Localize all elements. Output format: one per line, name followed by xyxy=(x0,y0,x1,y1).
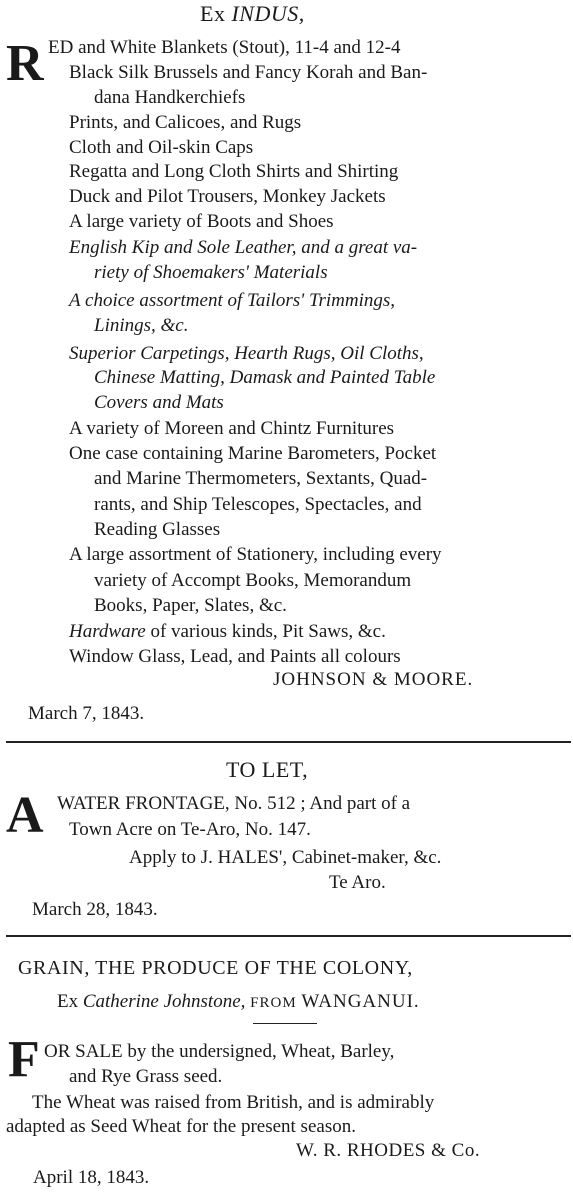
ad1-line-5: Cloth and Oil-skin Caps xyxy=(69,137,254,158)
ad3-line-2: and Rye Grass seed. xyxy=(69,1066,223,1087)
ad1-line-17: One case containing Marine Barometers, Pocket xyxy=(69,443,437,464)
ad1-line-16: A variety of Moreen and Chintz Furnitures xyxy=(69,418,395,439)
ad1-line-9: English Kip and Sole Leather, and a great va- xyxy=(69,237,418,258)
ad2-line-2: Town Acre on Te-Aro, No. 147. xyxy=(69,819,311,840)
ad1-line-11: A choice assortment of Tailors' Trimmings, xyxy=(69,290,396,311)
ad1-line-10: riety of Shoemakers' Materials xyxy=(94,262,328,283)
ad1-hardware-line: Hardware of various kinds, Pit Saws, &c. xyxy=(69,621,386,642)
ad1-date: March 7, 1843. xyxy=(28,703,145,724)
ad1-line-4: Prints, and Calicoes, and Rugs xyxy=(69,112,302,133)
ad1-line-6: Regatta and Long Cloth Shirts and Shirting xyxy=(69,161,399,182)
ad3-line-4: adapted as Seed Wheat for the present season. xyxy=(6,1116,356,1137)
ad3-signature: W. R. RHODES & Co. xyxy=(296,1140,481,1161)
divider-2 xyxy=(6,935,571,937)
ad1-line-23: Books, Paper, Slates, &c. xyxy=(94,595,287,616)
ad3-line-3: The Wheat was raised from British, and is admirably xyxy=(32,1092,435,1113)
ad2-line-1: WATER FRONTAGE, No. 512 ; And part of a xyxy=(57,793,411,814)
ad1-line-14: Chinese Matting, Damask and Painted Table xyxy=(94,367,436,388)
ad1-line-2: Black Silk Brussels and Fancy Korah and Ban- xyxy=(69,62,428,83)
ad1-line-15: Covers and Mats xyxy=(94,392,224,413)
ad3-short-rule xyxy=(253,1023,317,1024)
ad3-line-1: OR SALE by the undersigned, Wheat, Barley, xyxy=(44,1041,395,1062)
ad1-line-12: Linings, &c. xyxy=(94,315,189,336)
ad2-location: Te Aro. xyxy=(329,872,386,893)
ad1-line-22: variety of Accompt Books, Memorandum xyxy=(94,570,412,591)
ad3-heading: GRAIN, THE PRODUCE OF THE COLONY, xyxy=(18,957,413,979)
ad1-line-18: and Marine Thermometers, Sextants, Quad- xyxy=(94,468,428,489)
divider-1 xyxy=(6,741,571,743)
ad1-line-13: Superior Carpetings, Hearth Rugs, Oil Cloths, xyxy=(69,343,424,364)
ad1-dropcap: R xyxy=(6,35,44,92)
ad2-apply: Apply to J. HALES', Cabinet-maker, &c. xyxy=(129,847,442,868)
ad1-line-8: A large variety of Boots and Shoes xyxy=(69,211,334,232)
ad1-line-1: ED and White Blankets (Stout), 11-4 and 12-4 xyxy=(48,37,401,58)
ad3-date: April 18, 1843. xyxy=(33,1167,150,1188)
ad2-date: March 28, 1843. xyxy=(32,899,158,920)
ad1-line-7: Duck and Pilot Trousers, Monkey Jackets xyxy=(69,186,386,207)
ad1-line-3: dana Handkerchiefs xyxy=(94,87,246,108)
ad2-heading: TO LET, xyxy=(226,757,309,782)
ad1-window-line: Window Glass, Lead, and Paints all colours xyxy=(69,646,401,667)
ad3-subheading: Ex Catherine Johnstone, FROM WANGANUI. xyxy=(57,991,420,1012)
ad1-signature: JOHNSON & MOORE. xyxy=(273,669,474,690)
ad1-line-19: rants, and Ship Telescopes, Spectacles, and xyxy=(94,494,422,515)
ad1-line-20: Reading Glasses xyxy=(94,519,221,540)
ad1-heading: Ex INDUS, xyxy=(200,1,305,26)
ad3-dropcap: F xyxy=(8,1031,40,1088)
ad2-dropcap: A xyxy=(6,787,44,844)
ad1-line-21: A large assortment of Stationery, including every xyxy=(69,544,442,565)
